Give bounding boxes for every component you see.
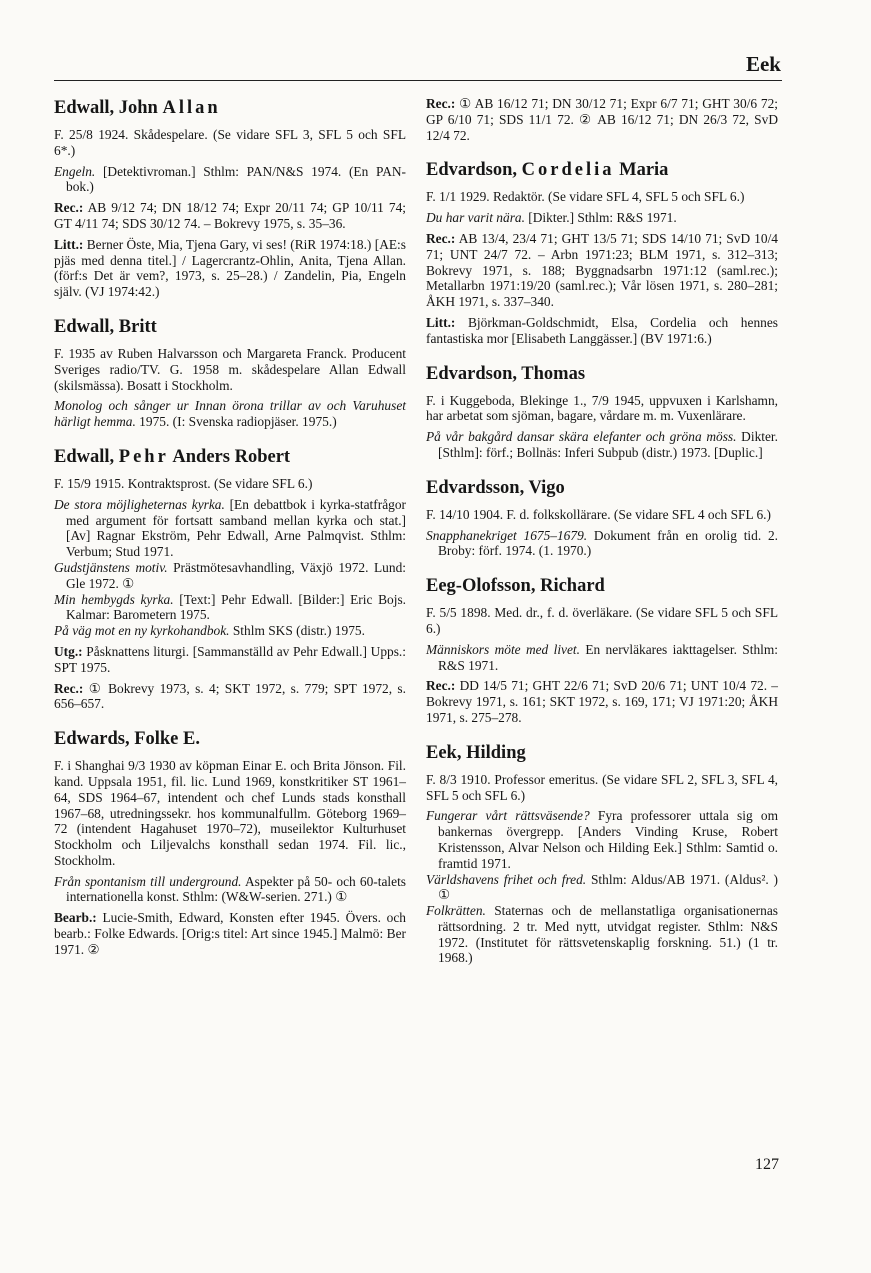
entry-name: Edvardson, Cordelia Maria: [426, 160, 669, 181]
entry-eeg-olofsson-richard: [426, 574, 778, 726]
entry-edwall-britt: [54, 315, 406, 430]
work-entry: Gudstjänstens motiv. Prästmötesavhandling, Växjö 1972. Lund: Gle 1972. ①: [54, 559, 406, 591]
work-entry: Från spontanism till underground. Aspekter på 50- och 60-talets internationella konst. Sthlm: (W&W-serien. 271.) ①: [54, 873, 406, 905]
reviews: Rec.: AB 9/12 74; DN 18/12 74; Expr 20/11 74; GP 10/11 74; GT 4/11 74; SDS 30/12 74. – Bokrevy 1975, s. 35–36.: [54, 200, 406, 231]
entry-continued-reviews: [426, 96, 778, 143]
entry-name: Eeg-Olofsson, Richard: [426, 576, 605, 597]
entry-name: Edwards, Folke E.: [54, 729, 200, 750]
work-entry: Människors möte med livet. En nervläkares iakttagelser. Sthlm: R&S 1971.: [426, 641, 778, 673]
work-entry: På vår bakgård dansar skära elefanter och gröna möss. Dikter. [Sthlm]: förf.; Bollnäs: Inferi Subpub (distr.) 1973. [Duplic.]: [426, 429, 779, 460]
reviews: Rec.: ① AB 16/12 71; DN 30/12 71; Expr 6/7 71; GHT 30/6 72; GP 6/10 71; SDS 11/1 72. ② AB 16/12 71; DN 26/3 72, SvD 12/4 72.: [426, 96, 778, 143]
entry-name: Edvardson, Thomas: [426, 363, 586, 384]
entry-bio: F. 8/3 1910. Professor emeritus. (Se vidare SFL 2, SFL 3, SFL 4, SFL 5 och SFL 6.): [426, 771, 778, 803]
adaptation: Bearb.: Lucie-Smith, Edward, Konsten efter 1945. Övers. och bearb.: Folke Edwards. [Orig:s titel: Art since 1945.] Malmö: Ber 1971. ②: [54, 910, 406, 957]
work-entry: På väg mot en ny kyrkohandbok. Sthlm SKS (distr.) 1975.: [54, 623, 365, 639]
entry-edvardson-cordelia: [426, 158, 778, 346]
work-entry: Snapphanekriget 1675–1679. Dokument från en orolig tid. 2. Broby: förf. 1974. (1. 1970.): [426, 527, 778, 559]
work-entry: Folkrätten. Staternas och de mellanstatliga organisationernas rättsordning. 2 tr. Med nytt, utvidgat register. Sthlm: N&S 1972. (Institutet för rättsvetenskaplig forskning. 51.) (1 tr. 1968.): [426, 903, 778, 966]
entry-edvardson-thomas: [426, 362, 778, 461]
entry-edvardsson-vigo: [426, 476, 778, 559]
entry-bio: F. 1/1 1929. Redaktör. (Se vidare SFL 4, SFL 5 och SFL 6.): [426, 189, 745, 205]
work-entry: Fungerar vårt rättsväsende? Fyra professorer uttala sig om bankernas övergrepp. [Anders Vinding Kruse, Robert Kristensson, Alvar Nelson och Hilding Eek.] Sthlm: Samtid o. framtid 1971.: [426, 808, 778, 871]
entry-bio: F. i Kuggeboda, Blekinge 1., 7/9 1945, uppvuxen i Karlshamn, har arbetat som sjöman, bagare, vårdare m. m. Vuxenlärare.: [426, 392, 778, 424]
entry-edwards-folke: [54, 727, 406, 958]
running-head: Eek: [745, 52, 781, 76]
literature: Litt.: Berner Öste, Mia, Tjena Gary, vi ses! (RiR 1974:18.) [AE:s pjäs med denna titel.] / Lagercrantz-Ohlin, Anita, Tjena Allan. (förf:s Det är vem?, 1973, s. 25–28.) / Zandelin, Pia, Engeln själv. (VJ 1974:42.): [54, 236, 406, 300]
right-column: [426, 96, 778, 981]
entry-bio: F. 15/9 1915. Kontraktsprost. (Se vidare SFL 6.): [54, 475, 313, 491]
work-entry: Världshavens frihet och fred. Sthlm: Aldus/AB 1971. (Aldus². ) ①: [426, 871, 778, 903]
page-number: 127: [755, 1156, 779, 1173]
entry-bio: F. 5/5 1898. Med. dr., f. d. överläkare. (Se vidare SFL 5 och SFL 6.): [426, 605, 778, 636]
entry-bio: F. i Shanghai 9/3 1930 av köpman Einar E. och Brita Jönson. Fil. kand. Uppsala 1951, fil. lic. Lund 1969, konstkritiker ST 1961–64, SDS 1964–67, intendent och chef Lunds stads konsthall 1967–68, utredningssekr. hos kommunalfullm. Göteborg 1969–72 (intendent Hagahuset 1970–72), museilektor Kulturhuset Stockholm och Liljevalchs konsthall sedan 1974. Fil. lic., Stockholm.: [54, 758, 406, 868]
work-entry: Du har varit nära. [Dikter.] Sthlm: R&S 1971.: [426, 210, 677, 226]
work-entry: Engeln. [Detektivroman.] Sthlm: PAN/N&S 1974. (En PAN-bok.): [54, 163, 406, 195]
reviews: Rec.: AB 13/4, 23/4 71; GHT 13/5 71; SDS 14/10 71; SvD 10/4 71; UNT 24/7 72. – Arbn 1971:23; BLM 1971, s. 312–313; Bokrevy 1971, s. 188; Byggnadsarbn 1971:12 (saml.rec.); Metallarbn 1971:19/20 (saml.rec.); Vår lösen 1971, s. 280–281; ÅKH 1971, s. 337–340.: [426, 230, 778, 310]
entry-edwall-john-allan: [54, 96, 406, 300]
entry-name: Edwall, John Allan: [54, 98, 221, 118]
header-rule: [54, 80, 782, 81]
reviews: Rec.: DD 14/5 71; GHT 22/6 71; SvD 20/6 71; UNT 10/4 72. – Bokrevy 1971, s. 161; SKT 1972, s. 169, 171; VJ 1971:20; ÅKH 1971, s. 275–278.: [426, 678, 778, 725]
editions: Utg.: Påsknattens liturgi. [Sammanställd av Pehr Edwall.] Upps.: SPT 1975.: [54, 643, 406, 675]
entry-name: Edvardsson, Vigo: [426, 477, 565, 498]
entry-edwall-pehr: [54, 445, 406, 712]
entry-name: Edwall, Pehr Anders Robert: [54, 446, 291, 467]
work-entry: Monolog och sånger ur Innan örona trillar av och Varuhuset härligt hemma. 1975. (I: Svenska radiopjäser. 1975.): [54, 398, 406, 430]
entry-bio: F. 25/8 1924. Skådespelare. (Se vidare SFL 3, SFL 5 och SFL 6*.): [54, 127, 406, 158]
entry-eek-hilding: [426, 741, 778, 967]
reviews: Rec.: ① Bokrevy 1973, s. 4; SKT 1972, s. 779; SPT 1972, s. 656–657.: [54, 680, 406, 712]
entry-bio: F. 1935 av Ruben Halvarsson och Margareta Franck. Producent Sveriges radio/TV. G. 1958 m. skådespelare Allan Edwall (skilsmässa). Bosatt i Stockholm.: [54, 345, 406, 393]
literature: Litt.: Björkman-Goldschmidt, Elsa, Cordelia och hennes fantastiska mor [Elisabeth Langgässer.] (BV 1971:6.): [426, 314, 778, 346]
work-entry: Min hembygds kyrka. [Text:] Pehr Edwall. [Bilder:] Eric Bojs. Kalmar: Barometern 1975.: [54, 591, 406, 623]
entry-bio: F. 14/10 1904. F. d. folkskollärare. (Se vidare SFL 4 och SFL 6.): [426, 506, 771, 522]
work-entry: De stora möjligheternas kyrka. [En debattbok i kyrka-statfrågor med argument för fortsatt samband mellan kyrka och stat.] [Av] Ragnar Ekström, Pehr Edwall, Arne Palmqvist. Sthlm: Verbum; Stud 1971.: [54, 496, 406, 560]
left-column: [54, 96, 406, 973]
entry-name: Eek, Hilding: [426, 742, 526, 763]
entry-name: Edwall, Britt: [54, 316, 157, 337]
